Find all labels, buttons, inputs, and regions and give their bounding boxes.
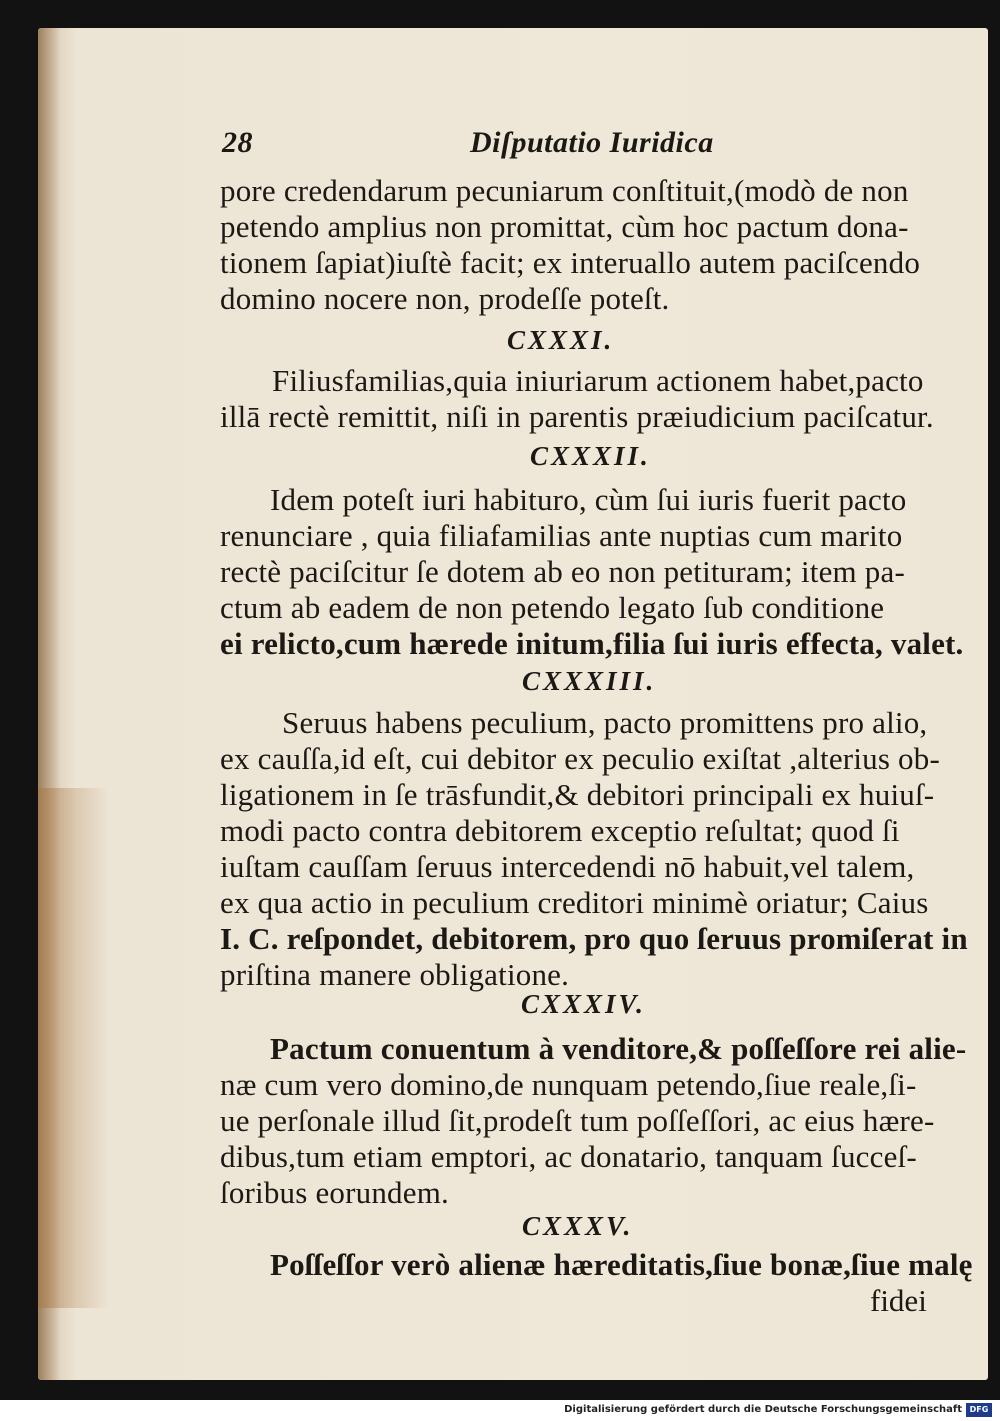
text-line: domino nocere non, prodeſſe poteſt. xyxy=(220,281,670,316)
section-heading: CXXXV. xyxy=(522,1211,634,1241)
section-heading: CXXXII. xyxy=(530,441,651,471)
text-line: dibus,tum etiam emptori, ac donatario, tanquam ſucceſ- xyxy=(220,1139,917,1174)
text-line: iuſtam cauſſam ſeruus intercedendi nō habuit,vel talem, xyxy=(220,849,915,884)
text-line: ſoribus eorundem. xyxy=(220,1175,449,1210)
text-line: ex cauſſa,id eſt, cui debitor ex peculio exiſtat ,alterius ob- xyxy=(220,741,940,776)
text-line: ex qua actio in peculium creditori minimè oriatur; Caius xyxy=(220,885,929,920)
page-stain xyxy=(38,788,108,1308)
text-line: næ cum vero domino,de nunquam petendo,ſiue reale,ſi- xyxy=(220,1067,917,1102)
text-line: priſtina manere obligatione. xyxy=(220,957,570,992)
section-heading: CXXXI. xyxy=(507,325,615,355)
page-number: 28 xyxy=(222,126,253,159)
text-line: pore credendarum pecuniarum conſtituit,(modò de non xyxy=(220,173,909,208)
text-line: Poſſeſſor verò alienæ hæreditatis,ſiue bonæ,ſiue malę xyxy=(270,1247,973,1282)
dfg-logo-icon: DFG xyxy=(966,1403,992,1417)
text-line: I. C. reſpondet, debitorem, pro quo ſeruus promiſerat in xyxy=(220,921,968,956)
catchword: fidei xyxy=(870,1283,927,1318)
section-heading: CXXXIV. xyxy=(521,989,646,1019)
text-line: modi pacto contra debitorem exceptio reſultat; quod ſi xyxy=(220,813,900,848)
text-line: Filiusfamilias,quia iniuriarum actionem habet,pacto xyxy=(272,363,924,398)
text-line: Idem poteſt iuri habituro, cùm ſui iuris fuerit pacto xyxy=(270,482,907,517)
running-head: Diſputatio Iuridica xyxy=(470,126,714,159)
text-line: ue perſonale illud ſit,prodeſt tum poſſeſſori, ac eius hære- xyxy=(220,1103,935,1138)
text-line: ei relicto,cum hærede initum,filia ſui iuris effecta, valet. xyxy=(220,626,964,661)
text-line: ctum ab eadem de non petendo legato ſub conditione xyxy=(220,590,885,625)
text-line: tionem ſapiat)iuſtè facit; ex interuallo autem paciſcendo xyxy=(220,245,921,280)
text-line: renunciare , quia filiafamilias ante nuptias cum marito xyxy=(220,518,903,553)
text-line: illā rectè remittit, niſi in parentis præiudicium paciſcatur. xyxy=(220,399,934,434)
section-heading: CXXXIII. xyxy=(522,666,657,696)
text-line: ligationem in ſe trāsfundit,& debitori principali ex huiuſ- xyxy=(220,777,935,812)
text-line: Pactum conuentum à venditore,& poſſeſſore rei alie- xyxy=(270,1031,967,1066)
footer-credit: Digitalisierung gefördert durch die Deutsche Forschungsgemeinschaft xyxy=(564,1404,962,1415)
text-line: Seruus habens peculium, pacto promittens pro alio, xyxy=(282,705,928,740)
text-line: rectè paciſcitur ſe dotem ab eo non petituram; item pa- xyxy=(220,554,905,589)
text-line: petendo amplius non promittat, cùm hoc pactum dona- xyxy=(220,209,909,244)
